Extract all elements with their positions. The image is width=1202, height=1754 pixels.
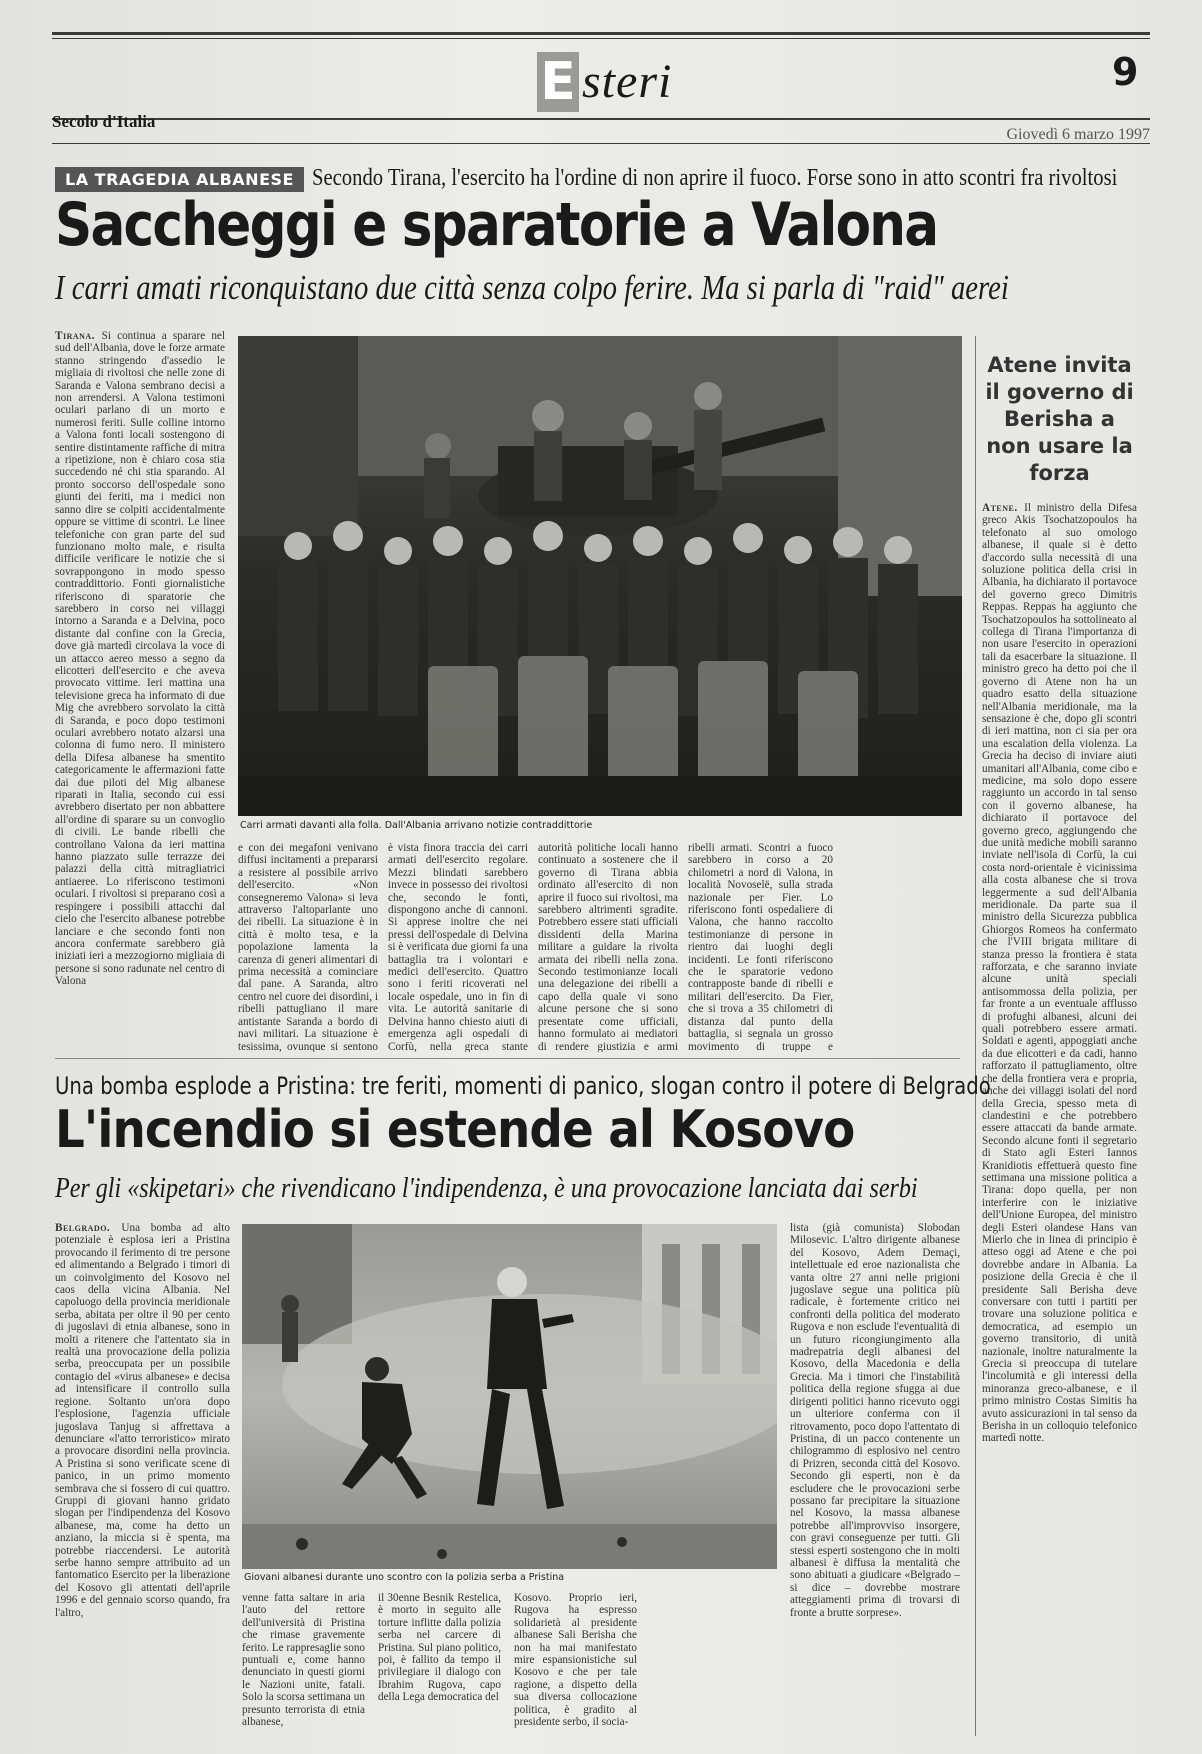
- story1-col1-text: Si continua a sparare nel sud dell'Albania, dove le forze armate stanno stringendo d'assedio le migliaia di rivoltosi che nelle zone di Saranda e Valona sembrano decisi a non arrendersi. A Valona testimoni oculari parlano di un morto e numerosi feriti. Sulle colline intorno a Valona fonti locali sostengono di sentire distintamente raffiche di mitra a ripetizione, non è chiaro cosa stia succedendo né chi stia sparando. Al pronto soccorso dell'ospedale sono giunti dei feriti, ma i medici non sanno dire se colpiti accidentalmente oppure se vittime di scontri. Le linee telefoniche con gran parte del sud funzionano molto male, e risulta difficile verificare le notizie che si sovrappongono in modo spesso contraddittorio. Fonti giornalistiche riferiscono di sparatorie che sarebbero in corso nei villaggi intorno a Saranda e a Delvina, poco distante dal confine con la Grecia, dove già martedì circolava la voce di un attacco aereo messo a segno da elicotteri dell'esercito e che aveva provocato vittime. Ieri mattina una televisione greca ha informato di due Mig che avrebbero sorvolato la città di Saranda, e poco dopo testimoni oculari avrebbero notato alzarsi una colonna di fumo nero. Il ministero della Difesa albanese ha smentito categoricamente le affermazioni fatte dai due piloti del Mig albanese riparati in Italia, secondo cui essi avrebbero disertato per non abbattere all'ordine di sparare su un convoglio di civili. Le bande ribelli che controllano Valona da ieri mattina hanno piazzato sulle terrazze dei palazzi della città mitragliatrici antiaeree. Lo riferiscono testimoni oculari. I rivoltosi si preparano così a respingere i possibili attacchi dal cielo che l'esercito albanese potrebbe lanciare e che secondo fonti non ancora confermate sarebbero già iniziati ieri a mezzogiorno migliaia di persone si sono radunate nel centro di Valona: [55, 330, 225, 988]
- photo-tank-crowd-image: [238, 336, 962, 816]
- story2-subheadline: Per gli «skipetari» che rivendicano l'indipendenza, è una provocazione lanciata dai serbi: [55, 1172, 918, 1204]
- kicker-text: Secondo Tirana, l'esercito ha l'ordine di non aprire il fuoco. Forse sono in atto scontri fra rivoltosi: [312, 165, 1118, 191]
- story1-column-4: autorità politiche locali hanno continuato a sostenere che il governo di Tirana abbia ordinato all'esercito di non aprire il fuoco sui rivoltosi, ma sarebbero altrimenti sgradite. Potrebbero essere stati ufficiali dissidenti della Marina militare a guidare la rivolta armata dei ribelli nella zona. Secondo testimonianze locali una delegazione dei ribelli a capo della quale vi sono alcune persone che si sono presentate come ufficiali, hanno formulato ai mediatori di rendere giustizia e armi: [538, 842, 678, 1052]
- story1-column-5: ribelli armati. Scontri a fuoco sarebbero in corso a 20 chilometri a nord di Valona, in località Novoselë, sulla strada nazionale per Fier. Lo riferiscono fonti ospedaliere di Valona, che hanno raccolto testimonianze di persone in rientro dai luoghi degli incidenti. Le fonti riferiscono che le sparatorie vedono contrapposte bande di ribelli e militari dell'esercito. Da Fier, che si trova a 35 chilometri di distanza dal punto della battaglia, si segnala un grosso movimento di truppe e: [688, 842, 833, 1052]
- story2-column-5: lista (già comunista) Slobodan Milosevic. L'altro dirigente albanese del Kosovo, Adem Demaçi, intellettuale ed eroe nazionalista che vanta oltre 27 anni nelle prigioni jugoslave segue una politica più radicale, è fortemente critico nei confronti della politica del moderato Rugova e non esclude l'eventualità di un futuro ricongiungimento alla madrepatria degli albanesi del Kosovo, della Macedonia e della Grecia. Ma i timori che l'instabilità politica della regione sfugga ai due dirigenti politici hanno ricevuto oggi un ulteriore conferma con il ritrovamento, poco dopo l'attentato di Pristina, di un pacco contenente un chilogrammo di esplosivo nel centro di Prizren, seconda città del Kosovo. Secondo gli esperti, non è da escludere che le provocazioni serbe possano far precipitare la situazione nel Kosovo, la massa albanese potrebbe all'improvviso insorgere, con gravi conseguenze per tutti. Gli stessi esperti sostengono che in molti albanesi è diffusa la mentalità che sono abituati a giudicare «Belgrado – si dice – dovrebbe mostrare atteggiamenti prima di trovarsi di fronte a brutte sorprese».: [790, 1222, 960, 1619]
- section-title: steri: [582, 55, 673, 108]
- story2-column-4: Kosovo. Proprio ieri, Rugova ha espresso solidarietà al presidente albanese Sali Berisha che non ha mai manifestato mire espansionistiche sul Kosovo e che per tale ragione, a dispetto della sua diversa collocazione politica, è gradito al presidente serbo, il socia-: [514, 1592, 637, 1729]
- story2-col1-text: Una bomba ad alto potenziale è esplosa ieri a Pristina provocando il ferimento di tre persone ed alimentando a Belgrado i timori di un coinvolgimento del Kosovo nel caos della vicina Albania. Nel capoluogo della provincia meridionale serba, abitata per oltre il 90 per cento di jugoslavi di etnia albanese, sono in molti a ritenere che l'attentato sia in realtà una provocazione della polizia serba, preoccupata per un possibile contagio del «virus albanese» e decisa ad intensificare il controllo sulla regione. Soltanto un'ora dopo l'esplosione, l'agenzia ufficiale jugoslava Tanjug si affrettava a denunciare «l'atto terroristico» mirato a provocare disordini nella provincia. A Pristina si sono verificate scene di panico, in un primo momento sembrava che si fossero di cui quattro. Gruppi di giovani hanno gridato slogan per l'indipendenza del Kosovo albanese, ma, come ha detto un anziano, la miccia si è spenta, ma potrebbe riaccendersi. Le autorità serbe hanno sempre attribuito ad un fantomatico Esercito per la liberazione del Kosovo gli attentati dell'aprile 1996 e del gennaio scorso quando, fra l'altro,: [55, 1222, 230, 1619]
- story1-column-3: è vista finora traccia dei carri armati dell'esercito regolare. Mezzi blindati sarebbero invece in possesso dei rivoltosi che, secondo le fonti, dispongono anche di cannoni. Si apprese inoltre che nei pressi dell'ospedale di Delvina si è verificata due giorni fa una battaglia tra i volontari e medici dell'esercito. Quattro sono i feriti ricoverati nel locale ospedale, uno in fin di vita. Le autorità sanitarie di Delvina hanno chiesto aiuti di emergenza agli ospedali di Corfù, nella greca stante: [388, 842, 528, 1052]
- top-rule-thin: [52, 38, 1150, 39]
- story2-headline: L'incendio si estende al Kosovo: [55, 1100, 855, 1160]
- top-rule: [52, 32, 1150, 35]
- kosovo-clash-photo: [242, 1224, 777, 1569]
- kicker-label: LA TRAGEDIA ALBANESE: [55, 167, 304, 192]
- story2-column-3: il 30enne Besnik Restelica, è morto in seguito alle torture inflitte dalla polizia serba nel carcere di Pristina. Sul piano politico, poi, è fallito da tempo il privilegiare il dialogo con Ibrahim Rugova, capo della Lega democratica del: [378, 1592, 501, 1704]
- story2-column-1: [55, 1222, 230, 1732]
- story1-column-2: e con dei megafoni venivano diffusi incitamenti a prepararsi a resistere al possibile arrivo dell'esercito. «Non consegneremo Valona» si leva attraverso l'altoparlante uno dei ribelli. La situazione è in città è molto tesa, e la popolazione lamenta la carenza di generi alimentari di prima necessità a cominciare dal pane. A Saranda, altro centro nel cuore dei disordini, i ribelli pattugliano il mare antistante Saranda a bordo di navi militari. La situazione è tesissima, ovunque si sentono: [238, 842, 378, 1052]
- story1-column-1: [55, 330, 225, 1055]
- date-rule: [52, 143, 1150, 144]
- photo-caption-1: Carri armati davanti alla folla. Dall'Albania arrivano notizie contraddittorie: [240, 820, 593, 831]
- photo-kosovo-clash-image: [242, 1224, 777, 1569]
- masthead-rule: [52, 118, 1150, 120]
- sidebar-text: Il ministro della Difesa greco Akis Tsochatzopoulos ha telefonato al suo omologo albanese, il quale si è detto d'accordo sulla necessità di una soluzione politica della crisi in Albania, ha dichiarato il portavoce del governo greco Dimitris Reppas. Reppas ha aggiunto che Tsochatzopoulos ha sottolineato al collega di Tirana l'importanza di non usare l'esercito in operazioni tali da esacerbare la situazione. Il ministro greco ha detto poi che il governo di Atene non ha un quadro esatto della situazione nell'Albania meridionale, ma la sensazione è che, dopo gli scontri di ieri mattina, non ci sia per ora una escalation della violenza. La Grecia ha deciso di inviare aiuti umanitari all'Albania, come cibo e medicine, ma solo dopo essere raggiunto un accordo in tal senso con il governo albanese, ha dichiarato il portavoce del governo greco, aggiungendo che due unità mediche mobili saranno inviate nell'isola di Corfù, la cui costa nord-orientale è vicinissima alla costa albanese che si trova leggermente a sud dell'Albania meridionale. Da parte sua il ministro della Sicurezza pubblica Ghiorgos Romeos ha confermato che l'VIII brigata militare di stanza presso la frontiera è stata rafforzata, e che saranno inviate alcune unità speciali antisommossa della polizia, per far fronte a un eventuale afflusso di profughi albanesi, alcuni dei quali potrebbero essere armati. Soldati e agenti, appoggiati anche da due elicotteri e da cadi, hanno rafforzato il pattugliamento, oltre che della frontiera vera e propria, anche dei villaggi isolati del nord della Grecia, spesso meta di clandestini e che potrebbero essere attaccati da bande armate. Secondo alcune fonti il segretario di Stato agli Esteri Iannos Kranidiotis effettuerà questo fine settimana una missione politica a Tirana: dopo quella, per non interferire con le iniziative dell'Unione Europea, del ministro degli Esteri olandese Hans van Mierlo che in linea di principio è atteso oggi ad Atene e che poi dovrebbe andare in Albania. La posizione della Grecia è che il presidente Sali Berisha deve conversare con tutti i partiti per trovare una soluzione politica e democratica, ad esempio un governo transitorio, di unità nazionale, inoltre naturalmente la Grecia si preoccupa di tutelare l'incolumità e gli interessi della minoranza greco-albanese, e il primo ministro Costas Simitis ha avuto assicurazioni in tal senso da Berisha in un colloquio telefonico martedì notte.: [982, 502, 1137, 1445]
- story-divider: [55, 1058, 960, 1059]
- tank-crowd-photo: [238, 336, 962, 816]
- main-subheadline: I carri amati riconquistano due città senza colpo ferire. Ma si parla di "raid" aerei: [55, 268, 1009, 307]
- sidebar-body: [982, 502, 1137, 1732]
- page-number: 9: [1112, 50, 1139, 94]
- issue-date: Giovedì 6 marzo 1997: [1006, 126, 1150, 143]
- sidebar-divider: [975, 336, 976, 1736]
- sidebar-dateline: Atene.: [982, 502, 1025, 514]
- main-headline: Saccheggi e sparatorie a Valona: [55, 190, 938, 260]
- story2-kicker: Una bomba esplode a Pristina: tre feriti, momenti di panico, slogan contro il potere di Belgrado: [55, 1072, 991, 1100]
- newspaper-name: Secolo d'Italia: [52, 112, 156, 131]
- sidebar-headline: Atene invita il governo di Berisha a non usare la forza: [985, 353, 1134, 485]
- photo-caption-2: Giovani albanesi durante uno scontro con la polizia serba a Pristina: [244, 1572, 565, 1583]
- story2-dateline: Belgrado.: [55, 1222, 122, 1234]
- section-initial: E: [537, 52, 579, 112]
- story1-dateline: Tirana.: [55, 330, 102, 342]
- story2-column-2: venne fatta saltare in aria l'auto del rettore dell'università di Pristina che rimase gravemente ferito. Le rappresaglie sono puntuali e, come hanno denunciato in questi giorni le Nazioni unite, fatali. Solo la scorsa settimana un presunto terrorista di etnia albanese,: [242, 1592, 365, 1729]
